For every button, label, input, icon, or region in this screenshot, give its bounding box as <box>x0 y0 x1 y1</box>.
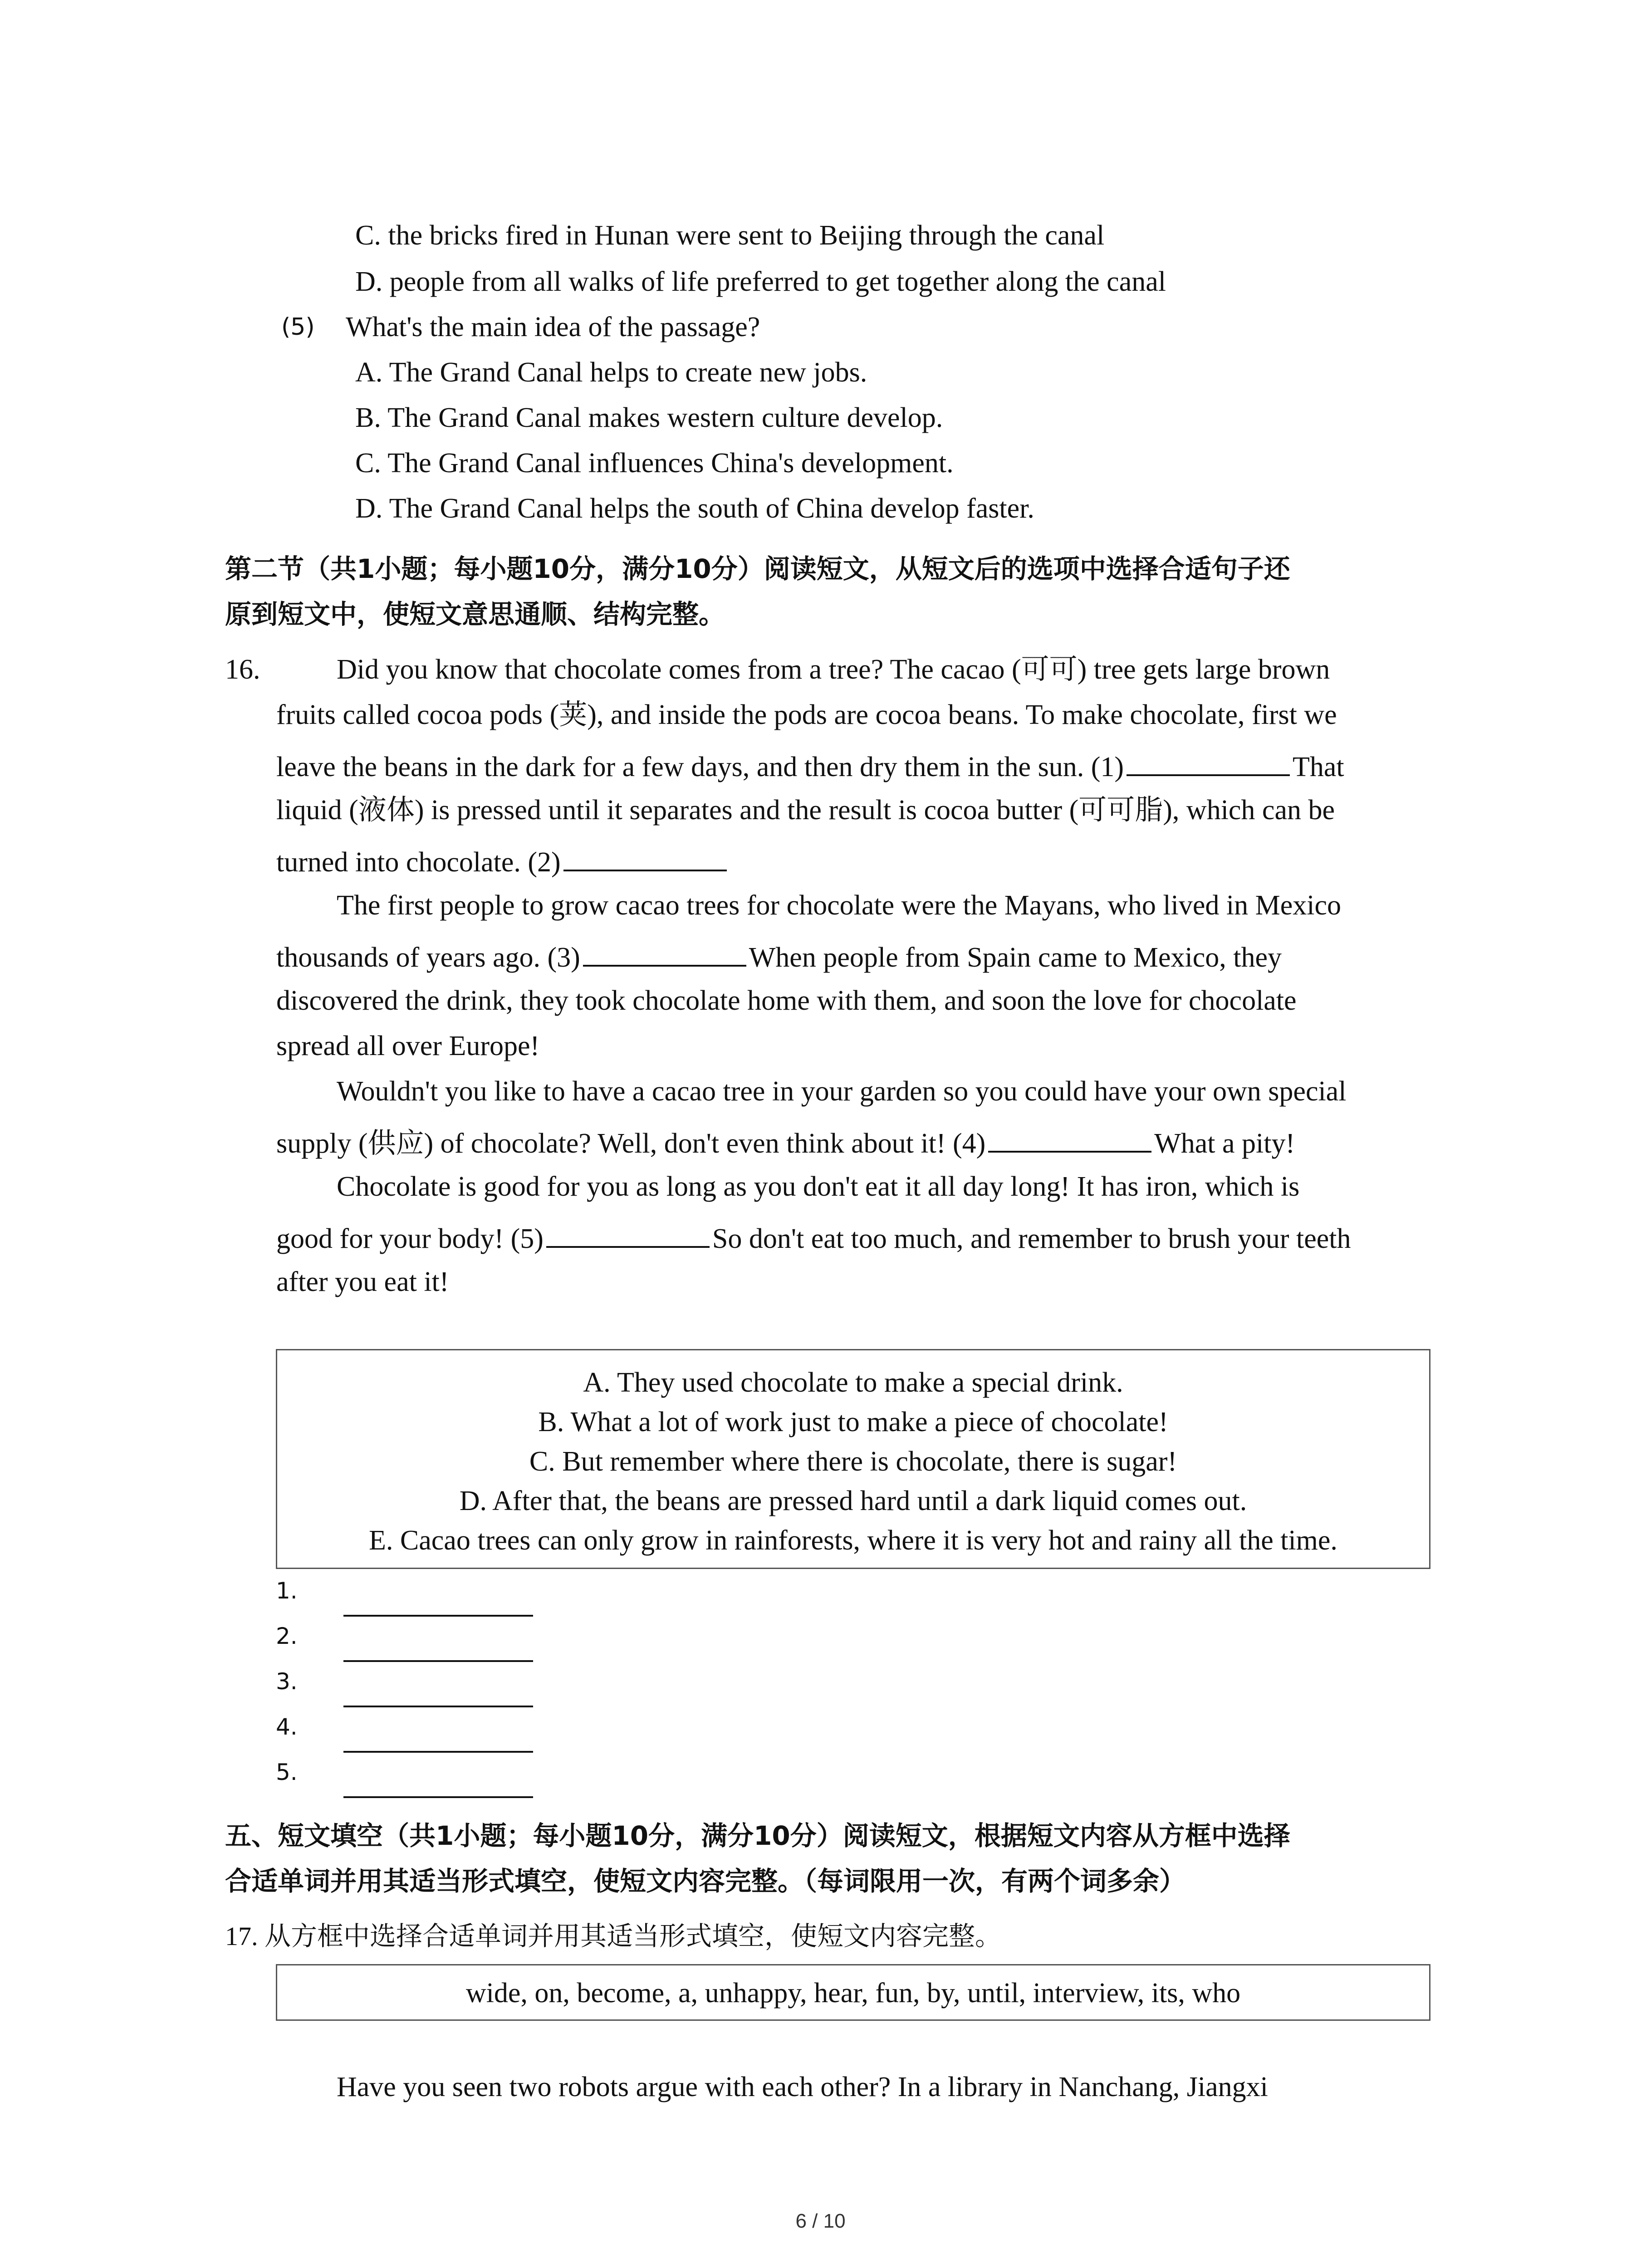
q16-p1-line5: turned into chocolate. (2) <box>276 846 730 876</box>
q17-instruction: 17. 从方框中选择合适单词并用其适当形式填空，使短文内容完整。 <box>225 1921 1002 1951</box>
q16-p3-line1: Wouldn't you like to have a cacao tree in your garden so you could have your own special <box>337 1076 1347 1107</box>
q15-4-option-c: C. the bricks fired in Hunan were sent to Beijing through the canal <box>355 220 1105 251</box>
answer-label-1: 1. <box>276 1578 298 1604</box>
q16-option-d: D. After that, the beans are pressed hard until a dark liquid comes out. <box>459 1486 1247 1516</box>
answer-label-5: 5. <box>276 1759 298 1785</box>
q16-p1-line4: liquid (液体) is pressed until it separates and the result is cocoa butter (可可脂), which can be <box>276 795 1335 826</box>
q16-p4-line1: Chocolate is good for you as long as you don't eat it all day long! It has iron, which is <box>337 1171 1300 1202</box>
q16-p1-line2: fruits called cocoa pods (荚), and inside the pods are cocoa beans. To make chocolate, first we <box>276 699 1337 730</box>
q16-p1-line1: Did you know that chocolate comes from a tree? The cacao (可可) tree gets large brown <box>337 654 1330 685</box>
q16-option-c: C. But remember where there is chocolate, there is sugar! <box>529 1446 1177 1477</box>
q15-4-option-d: D. people from all walks of life preferred to get together along the canal <box>355 266 1166 297</box>
answer-line-2[interactable] <box>343 1660 533 1662</box>
q15-5-option-d: D. The Grand Canal helps the south of China develop faster. <box>355 493 1034 524</box>
q15-5-option-c: C. The Grand Canal influences China's development. <box>355 448 954 479</box>
q16-p4-line2: good for your body! (5) So don't eat too much, and remember to brush your teeth <box>276 1223 1351 1254</box>
q16-option-b: B. What a lot of work just to make a piece of chocolate! <box>538 1407 1168 1437</box>
q15-5-option-b: B. The Grand Canal makes western culture develop. <box>355 402 943 433</box>
q16-p2-line2: thousands of years ago. (3) When people from Spain came to Mexico, they <box>276 942 1282 973</box>
q16-p2-line4: spread all over Europe! <box>276 1031 540 1061</box>
q17-word-list: wide, on, become, a, unhappy, hear, fun, by, until, interview, its, who <box>465 1978 1241 2009</box>
answer-line-4[interactable] <box>343 1751 533 1753</box>
page-number: 6 / 10 <box>795 2210 846 2232</box>
section-2-heading-line1: 第二节（共1小题；每小题10分，满分10分）阅读短文，从短文后的选项中选择合适句子还 <box>225 553 1290 584</box>
q16-number: 16. <box>225 654 260 685</box>
q15-5-question: What's the main idea of the passage? <box>346 312 760 342</box>
q16-option-e: E. Cacao trees can only grow in rainforests, where it is very hot and rainy all the time. <box>369 1525 1337 1556</box>
answer-label-2: 2. <box>276 1623 298 1649</box>
answer-label-4: 4. <box>276 1714 298 1740</box>
q16-p2-line3: discovered the drink, they took chocolate home with them, and soon the love for chocolate <box>276 985 1297 1016</box>
q16-blank-4[interactable] <box>988 1127 1151 1153</box>
q17-word-box <box>276 1964 1430 2021</box>
q17-passage-line1: Have you seen two robots argue with each other? In a library in Nanchang, Jiangxi <box>337 2072 1268 2102</box>
q16-option-a: A. They used chocolate to make a special drink. <box>583 1367 1123 1398</box>
section-5-heading-line1: 五、短文填空（共1小题；每小题10分，满分10分）阅读短文，根据短文内容从方框中选择 <box>225 1820 1290 1851</box>
q15-5-number: (5) <box>281 313 315 341</box>
q16-blank-5[interactable] <box>546 1222 710 1248</box>
answer-label-3: 3. <box>276 1668 298 1695</box>
q16-blank-2[interactable] <box>563 846 727 871</box>
q16-p4-line3: after you eat it! <box>276 1266 449 1297</box>
q16-p3-line2: supply (供应) of chocolate? Well, don't even think about it! (4) What a pity! <box>276 1128 1295 1159</box>
answer-line-5[interactable] <box>343 1796 533 1798</box>
answer-line-1[interactable] <box>343 1615 533 1617</box>
q16-blank-1[interactable] <box>1127 751 1290 776</box>
q15-5-option-a: A. The Grand Canal helps to create new jobs. <box>355 357 867 388</box>
section-5-heading-line2: 合适单词并用其适当形式填空，使短文内容完整。（每词限用一次，有两个词多余） <box>225 1866 1186 1897</box>
answer-line-3[interactable] <box>343 1706 533 1707</box>
q16-p2-line1: The first people to grow cacao trees for chocolate were the Mayans, who lived in Mexico <box>337 890 1341 921</box>
q16-blank-3[interactable] <box>583 941 746 967</box>
q16-options-box <box>276 1349 1430 1569</box>
q16-p1-line3: leave the beans in the dark for a few days, and then dry them in the sun. (1) That <box>276 752 1344 782</box>
section-2-heading-line2: 原到短文中，使短文意思通顺、结构完整。 <box>225 599 725 630</box>
